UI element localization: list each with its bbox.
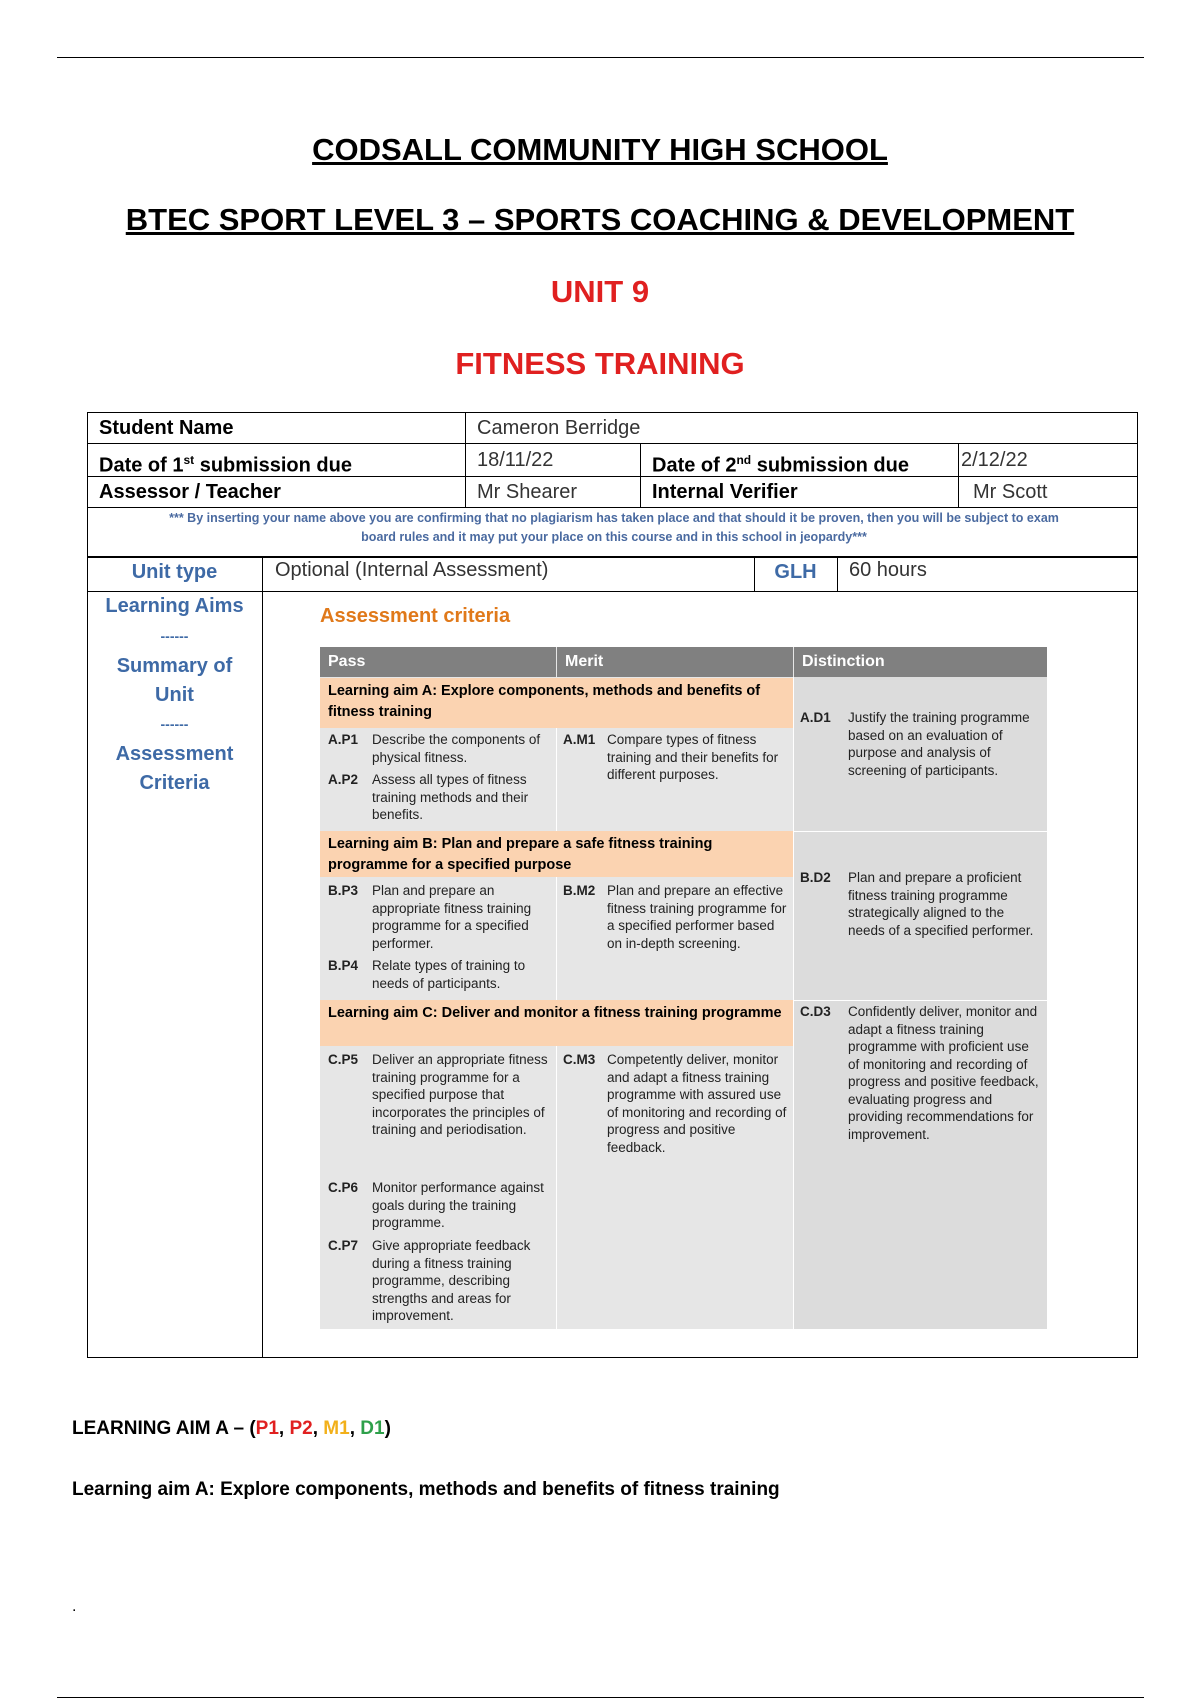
verifier-field[interactable]: Mr Scott bbox=[973, 481, 1048, 503]
unit-number: UNIT 9 bbox=[550, 274, 650, 309]
col-separator bbox=[556, 728, 557, 831]
stray-dot: . bbox=[72, 1598, 77, 1615]
distinction-header: Distinction bbox=[794, 647, 1047, 677]
criterion-b-p3: B.P3 Plan and prepare an appropriate fitness training programme for a specified performer. bbox=[328, 883, 532, 951]
col-divider bbox=[640, 443, 641, 507]
assessor-label: Assessor / Teacher bbox=[99, 481, 281, 503]
unit-title: FITNESS TRAINING bbox=[455, 346, 745, 381]
second-submission-label: Date of 2nd submission due bbox=[652, 453, 909, 477]
criteria-grid bbox=[320, 647, 1047, 1329]
criterion-b-p4: B.P4 Relate types of training to needs of participants. bbox=[328, 958, 526, 991]
row-divider bbox=[87, 443, 1138, 444]
course-title: BTEC SPORT LEVEL 3 – SPORTS COACHING & DEVELOPMENT bbox=[125, 202, 1075, 237]
row-separator bbox=[793, 1000, 1047, 1001]
top-rule bbox=[57, 57, 1144, 58]
unit-type-value: Optional (Internal Assessment) bbox=[275, 559, 549, 581]
summary-label: Summary of bbox=[116, 655, 233, 677]
learning-aim-a-description: Learning aim A: Explore components, methods and benefits of fitness training bbox=[72, 1479, 780, 1500]
col-separator bbox=[556, 877, 557, 1000]
criterion-c-p7: C.P7 Give appropriate feedback during a fitness training programme, describing strengths and areas for improvement. bbox=[328, 1238, 531, 1323]
criterion-c-p6: C.P6 Monitor performance against goals during the training programme. bbox=[328, 1180, 544, 1230]
divider-dashes: ------ bbox=[160, 628, 189, 644]
school-name: CODSALL COMMUNITY HIGH SCHOOL bbox=[312, 132, 888, 167]
learning-aim-a-heading: LEARNING AIM A – (P1, P2, M1, D1) bbox=[72, 1418, 391, 1439]
criterion-a-p2: A.P2 Assess all types of fitness training methods and their benefits. bbox=[328, 772, 529, 822]
criterion-a-d1: A.D1 Justify the training programme based on an evaluation of purpose and analysis of screening of participants. bbox=[800, 710, 1030, 778]
criterion-b-d2: B.D2 Plan and prepare a proficient fitness training programme strategically aligned to the needs of a specified performer. bbox=[800, 870, 1034, 938]
row-separator bbox=[793, 831, 1047, 832]
first-submission-field[interactable]: 18/11/22 bbox=[477, 449, 554, 471]
criterion-a-m1: A.M1 Compare types of fitness training and their benefits for different purposes. bbox=[563, 732, 779, 782]
criterion-a-p1: A.P1 Describe the components of physical fitness. bbox=[328, 732, 541, 765]
glh-label: GLH bbox=[774, 561, 817, 583]
assessor-field[interactable]: Mr Shearer bbox=[477, 481, 578, 503]
unit-type-label: Unit type bbox=[131, 561, 218, 583]
merit-header: Merit bbox=[557, 647, 793, 677]
first-submission-label: Date of 1st submission due bbox=[99, 453, 352, 477]
assessment-criteria-title: Assessment criteria bbox=[320, 605, 511, 627]
col-separator bbox=[793, 677, 794, 1329]
bottom-rule bbox=[57, 1697, 1144, 1698]
plagiarism-note-line1: *** By inserting your name above you are confirming that no plagiarism has taken place and that should it be proven, then you will be subject to exam bbox=[169, 511, 1059, 525]
plagiarism-note-line2: board rules and it may put your place on this course and in this school in jeopardy*** bbox=[361, 530, 867, 544]
criterion-c-d3: C.D3 Confidently deliver, monitor and adapt a fitness training programme with proficient use of monitoring and recording of progress and positive feedback, evaluating progress and providing recommendations for improvement. bbox=[800, 1004, 1039, 1142]
criterion-c-m3: C.M3 Competently deliver, monitor and adapt a fitness training programme with assured use of monitoring and recording of progress and positive feedback. bbox=[563, 1052, 787, 1155]
criterion-c-p5: C.P5 Deliver an appropriate fitness training programme for a specified purpose that incorporates the principles of training and periodisation. bbox=[328, 1052, 548, 1137]
pass-header: Pass bbox=[320, 647, 556, 677]
glh-value: 60 hours bbox=[849, 559, 927, 581]
divider-dashes: ------ bbox=[160, 716, 189, 732]
aim-c-row: Learning aim C: Deliver and monitor a fitness training programme bbox=[320, 1000, 793, 1046]
col-divider bbox=[837, 556, 838, 591]
student-name-label: Student Name bbox=[99, 417, 234, 439]
aim-a-row: Learning aim A: Explore components, methods and benefits of fitness training bbox=[320, 678, 793, 728]
summary-label-2: Unit bbox=[155, 684, 194, 706]
second-submission-field[interactable]: 2/12/22 bbox=[961, 449, 1028, 471]
row-divider bbox=[87, 507, 1138, 508]
learning-aims-label: Learning Aims bbox=[105, 595, 244, 617]
criterion-b-m2: B.M2 Plan and prepare an effective fitness training programme for a specified performer based on in-depth screening. bbox=[563, 883, 787, 951]
verifier-label: Internal Verifier bbox=[652, 481, 798, 503]
aim-b-row: Learning aim B: Plan and prepare a safe fitness training programme for a specified purpose bbox=[320, 831, 793, 877]
sidebar-labels bbox=[87, 592, 262, 798]
criteria-label: Criteria bbox=[139, 772, 210, 794]
col-separator bbox=[556, 1046, 557, 1329]
student-name-field[interactable]: Cameron Berridge bbox=[477, 417, 641, 439]
col-divider bbox=[465, 412, 466, 507]
col-divider bbox=[262, 556, 263, 1358]
assessment-label: Assessment bbox=[115, 743, 234, 765]
col-divider bbox=[958, 443, 959, 507]
